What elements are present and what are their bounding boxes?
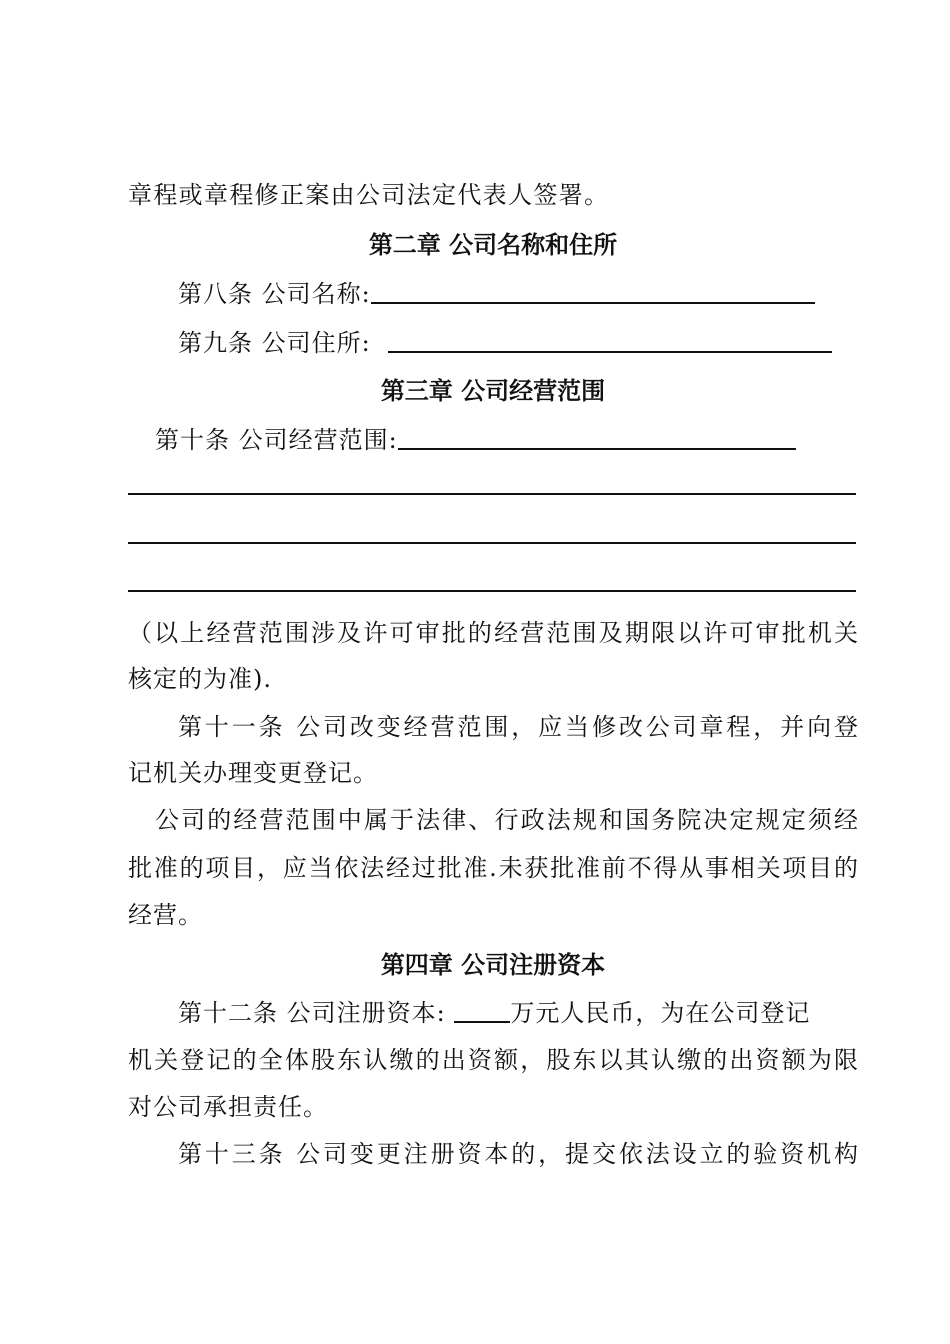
company-address-blank[interactable] [388, 329, 832, 353]
note-line-1: （以上经营范围涉及许可审批的经营范围及期限以许可审批机关 [128, 619, 858, 647]
article-11-line-1: 第十一条 公司改变经营范围，应当修改公司章程，并向登 [178, 713, 858, 741]
para-line-3: 经营。 [128, 901, 203, 929]
note-line-2: 核定的为准). [128, 665, 272, 693]
article-10-label: 第十条 公司经营范围: [155, 426, 398, 454]
business-scope-blank[interactable] [398, 426, 796, 450]
company-name-blank[interactable] [371, 280, 815, 304]
article-9-label: 第九条 公司住所: [178, 329, 371, 357]
para-line-2: 批准的项目，应当依法经过批准.未获批准前不得从事相关项目的 [128, 854, 858, 882]
chapter-3-heading: 第三章 公司经营范围 [380, 376, 606, 405]
article-9 [178, 326, 832, 360]
article-13-line-1: 第十三条 公司变更注册资本的，提交依法设立的验资机构 [178, 1140, 858, 1168]
article-12-line-3: 对公司承担责任。 [128, 1093, 328, 1121]
article-12-label: 第十二条 公司注册资本: [178, 999, 455, 1027]
para-line-1: 公司的经营范围中属于法律、行政法规和国务院决定规定须经 [155, 806, 858, 834]
article-10 [155, 423, 796, 457]
article-8-label: 第八条 公司名称: [178, 280, 371, 308]
registered-capital-blank[interactable] [454, 999, 510, 1023]
article-8 [178, 277, 815, 311]
business-scope-line-2[interactable] [128, 542, 856, 544]
text-line: 章程或章程修正案由公司法定代表人签署。 [128, 181, 608, 209]
chapter-4-heading: 第四章 公司注册资本 [380, 950, 606, 979]
article-12-line-1 [178, 996, 858, 1030]
article-12-line-2: 机关登记的全体股东认缴的出资额，股东以其认缴的出资额为限 [128, 1046, 858, 1074]
chapter-2-heading: 第二章 公司名称和住所 [368, 230, 618, 259]
article-12-text: 万元人民币，为在公司登记 [510, 999, 811, 1027]
article-11-line-2: 记机关办理变更登记。 [128, 759, 378, 787]
business-scope-line-3[interactable] [128, 590, 856, 592]
business-scope-line-1[interactable] [128, 493, 856, 495]
